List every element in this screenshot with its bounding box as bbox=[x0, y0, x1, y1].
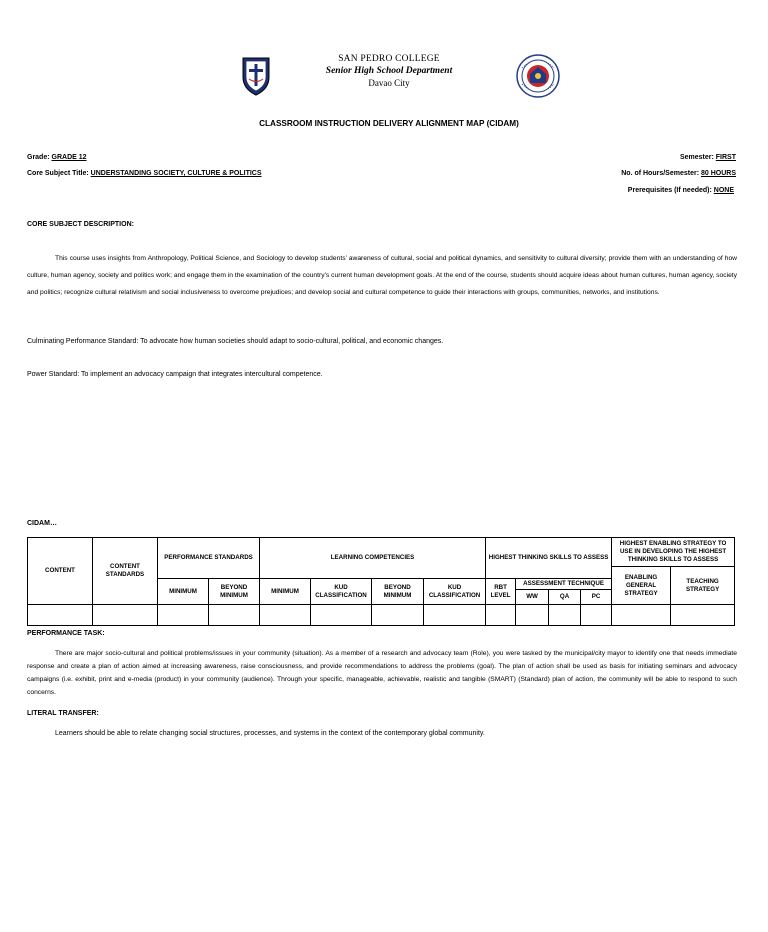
header-lc-beyond-minimum: BEYOND MINIMUM bbox=[372, 579, 424, 605]
grade-value: GRADE 12 bbox=[51, 154, 87, 161]
city-name: Davao City bbox=[368, 78, 410, 88]
hours-value: 80 HOURS bbox=[700, 170, 736, 177]
header-assessment-technique-group bbox=[516, 579, 612, 605]
header-content-standards: CONTENT STANDARDS bbox=[93, 538, 158, 605]
table-row bbox=[28, 605, 735, 626]
college-name: SAN PEDRO COLLEGE bbox=[338, 54, 440, 64]
header-learning-competencies: LEARNING COMPETENCIES bbox=[260, 538, 486, 579]
prereq-value: NONE bbox=[713, 187, 734, 194]
prerequisites-line bbox=[628, 187, 734, 194]
core-description-heading: CORE SUBJECT DESCRIPTION: bbox=[27, 221, 134, 228]
header-ps-minimum: MINIMUM bbox=[158, 579, 209, 605]
hours-line bbox=[621, 170, 736, 177]
performance-task-heading: PERFORMANCE TASK: bbox=[27, 630, 105, 637]
header-highest-enabling-strategy: HIGHEST ENABLING STRATEGY TO USE IN DEVELOPING THE HIGHEST THINKING SKILLS TO ASSESS bbox=[612, 538, 735, 567]
header-assessment-technique: ASSESSMENT TECHNIQUE bbox=[516, 579, 611, 590]
header-enabling-general-strategy: ENABLING GENERAL STRATEGY bbox=[612, 567, 671, 605]
header-content: CONTENT bbox=[28, 538, 93, 605]
performance-task-text: There are major socio-cultural and political problems/issues in your community (situation). As a member of a research and advocacy team (Role), you were tasked by the municipal/city mayor to identify one that needs immediate response and create a plan of action aimed at increasing awareness, raise consciousness, and provide recommendations to address the problems (goal). The plan of action shall be used as basis for initiating seminars and advocacy campaigns (i.e. exhibit, print and e-media (product) in your community (audience). Through your specific, manageable, achievable, realistic and tangible (SMART) (Standard) plan of action, the community will be able to respond to such concerns. bbox=[27, 650, 737, 696]
header-performance-standards: PERFORMANCE STANDARDS bbox=[158, 538, 260, 579]
semester-label: Semester: bbox=[679, 154, 716, 161]
culminating-standard: Culminating Performance Standard: To advocate how human societies should adapt to socio-cultural, political, and economic changes. bbox=[27, 338, 444, 345]
prereq-label: Prerequisites (If needed): bbox=[627, 187, 714, 194]
grade-line bbox=[27, 154, 87, 161]
semester-value: FIRST bbox=[715, 154, 736, 161]
header-highest-thinking-skills: HIGHEST THINKING SKILLS TO ASSESS bbox=[486, 538, 612, 579]
hours-label: No. of Hours/Semester: bbox=[621, 170, 701, 177]
grade-label: Grade: bbox=[27, 154, 52, 161]
subject-line bbox=[27, 170, 262, 177]
subject-value: UNDERSTANDING SOCIETY, CULTURE & POLITICS bbox=[90, 170, 262, 177]
header-qa: QA bbox=[549, 590, 581, 604]
literal-transfer-text: Learners should be able to relate changing social structures, processes, and systems in the context of the contemporary global community. bbox=[55, 730, 485, 737]
document-title: CLASSROOM INSTRUCTION DELIVERY ALIGNMENT MAP (CIDAM) bbox=[259, 119, 519, 128]
cidam-label: CIDAM… bbox=[27, 520, 57, 527]
header-lc-minimum: MINIMUM bbox=[260, 579, 311, 605]
header-lc-kud-classification-2: KUD CLASSIFICATION bbox=[424, 579, 486, 605]
power-standard: Power Standard: To implement an advocacy campaign that integrates intercultural competence. bbox=[27, 371, 323, 378]
literal-transfer-heading: LITERAL TRANSFER: bbox=[27, 710, 99, 717]
cidam-table bbox=[27, 537, 735, 626]
subject-label: Core Subject Title: bbox=[27, 170, 91, 177]
semester-line bbox=[680, 154, 736, 161]
header-teaching-strategy: TEACHING STRATEGY bbox=[671, 567, 735, 605]
header-pc: PC bbox=[591, 593, 601, 600]
header-lc-kud-classification: KUD CLASSIFICATION bbox=[311, 579, 372, 605]
header-ps-beyond-minimum: BEYOND MINIMUM bbox=[209, 579, 260, 605]
core-description-text: This course uses insights from Anthropology, Political Science, and Sociology to develop students’ awareness of cultural, social and political dynamics, and sensitivity to cultural diversity; provide them with an understanding of how culture, human agency, society and politics work; and engage them in the examination of the country’s current human development goals. At the end of the course, students should acquire ideas about human cultures, human agency, society and politics; recognize cultural relativism and social inclusiveness to overcome prejudices; and develop social and cultural competence to guide their interactions with groups, communities, networks, and institutions. bbox=[27, 255, 737, 297]
department-name: Senior High School Department bbox=[325, 66, 453, 76]
header-rbt-level: RBT LEVEL bbox=[486, 579, 516, 605]
header-ww: WW bbox=[516, 590, 549, 604]
